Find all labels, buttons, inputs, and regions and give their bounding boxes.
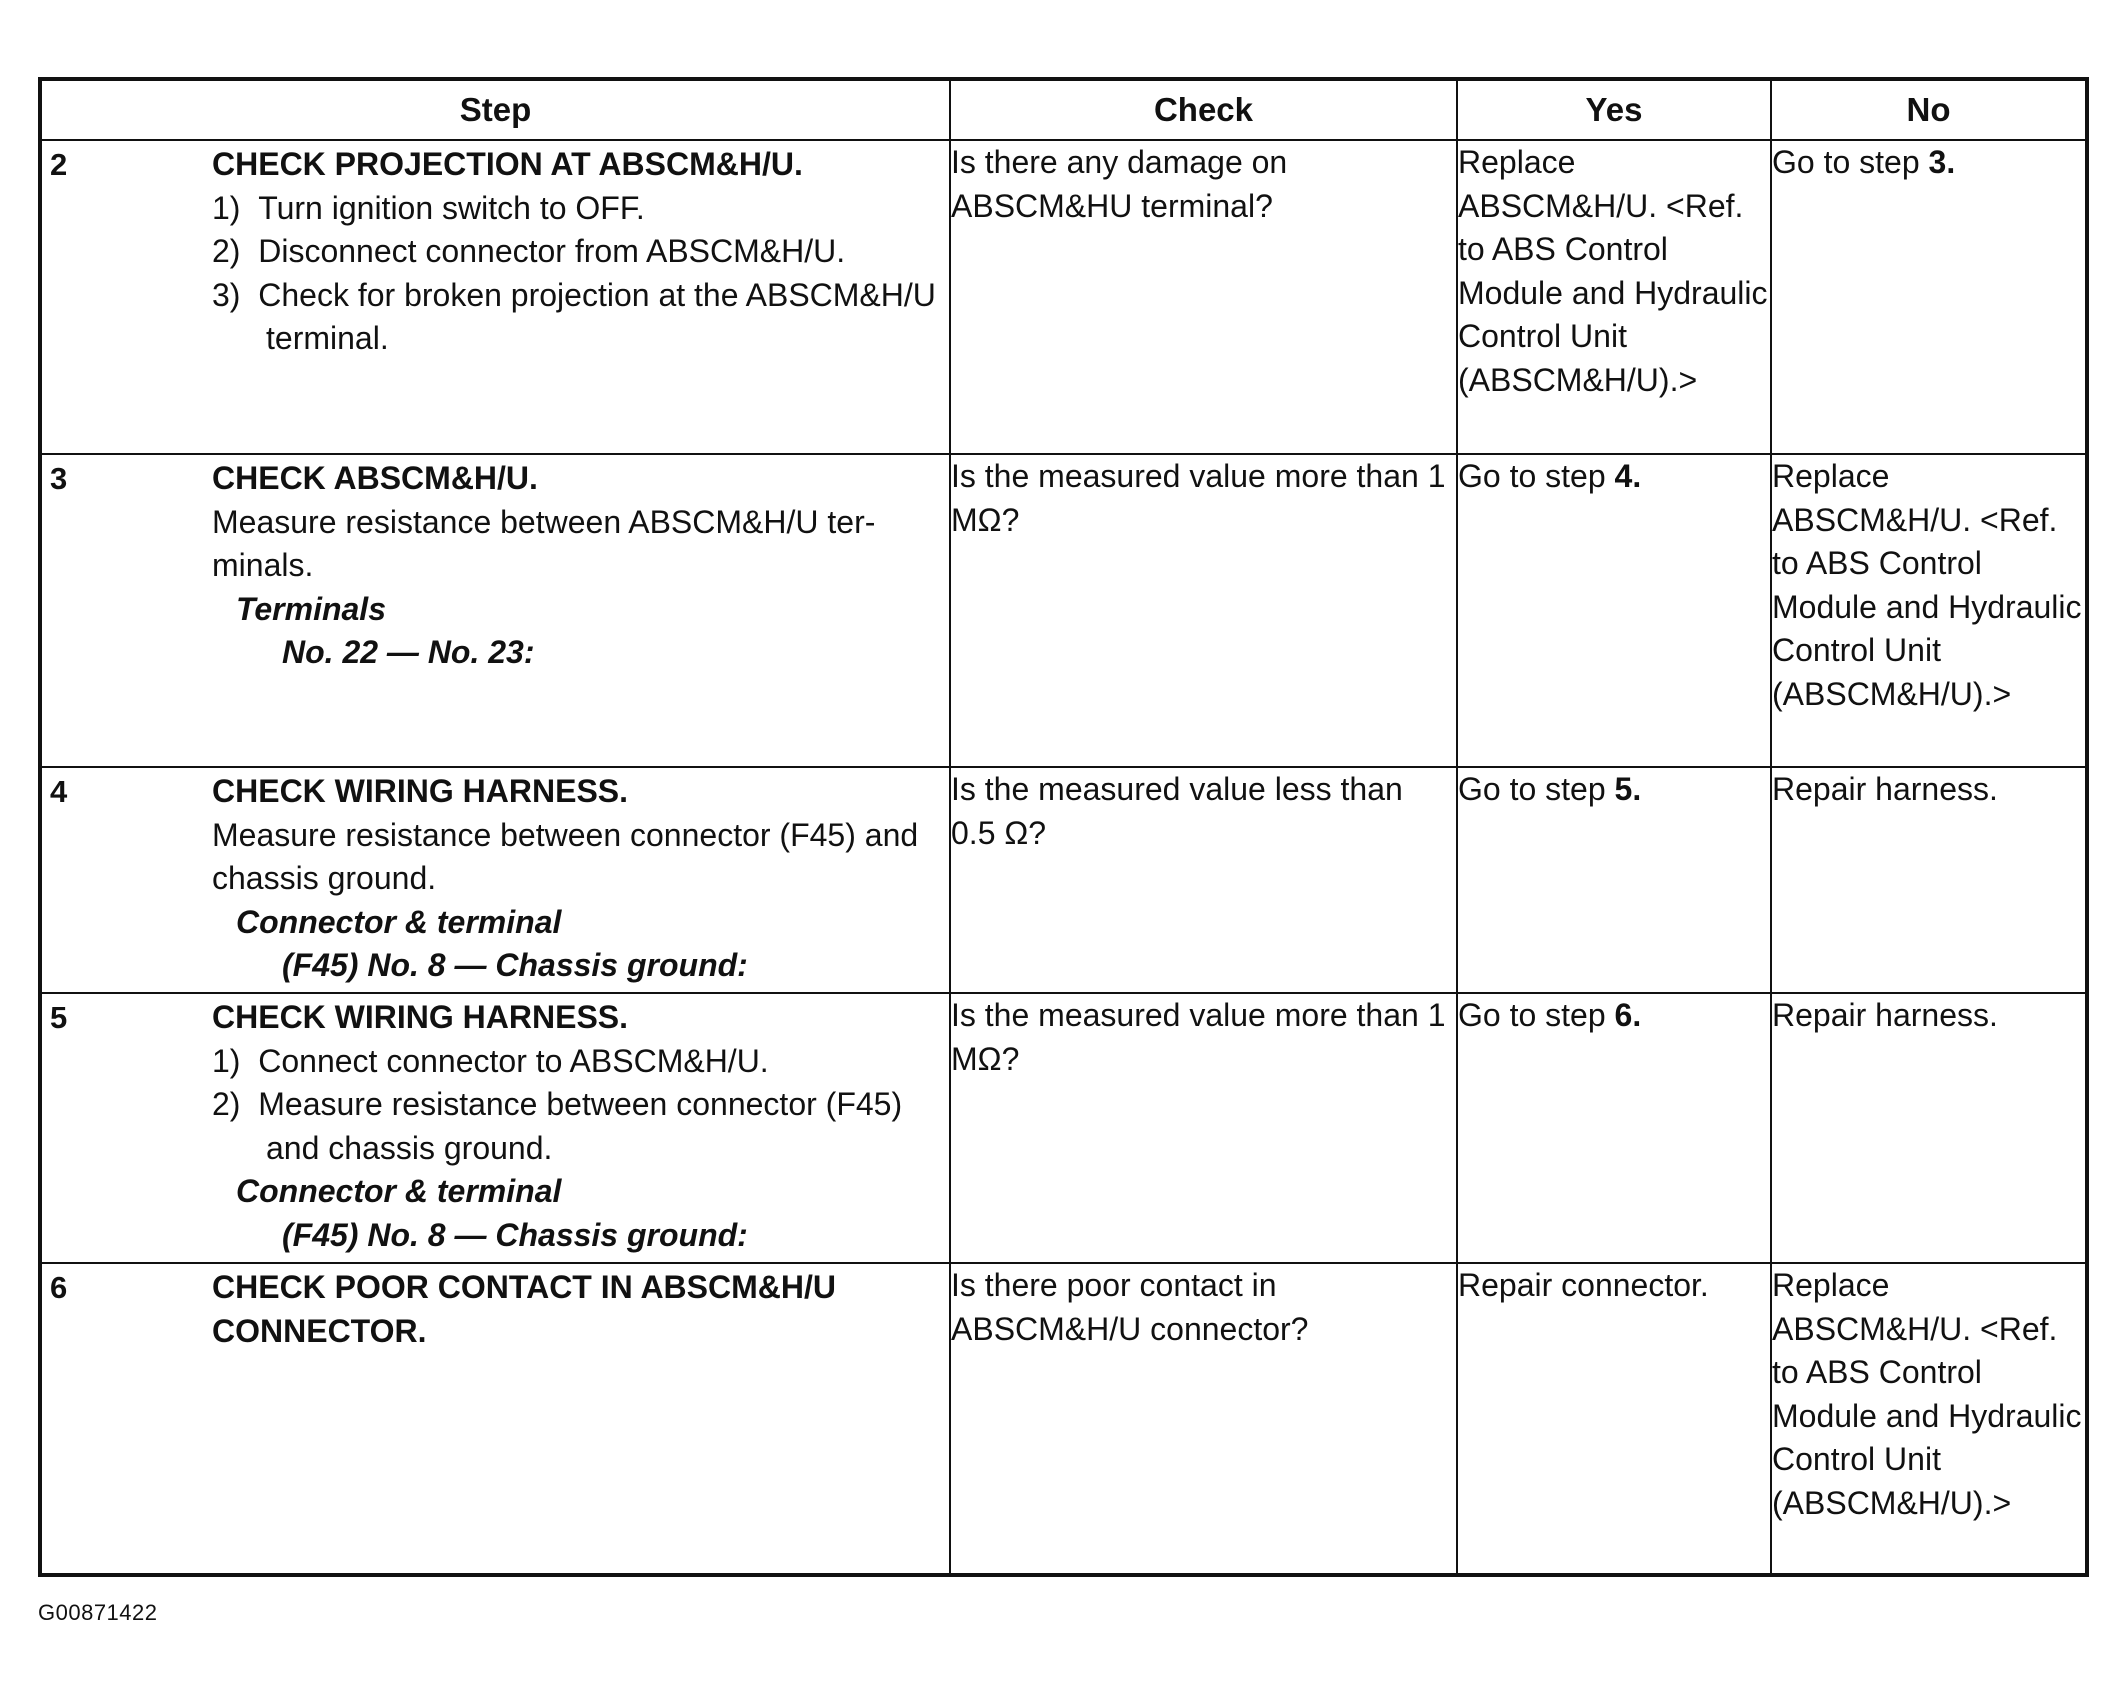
step-title: CHECK WIRING HARNESS. bbox=[212, 999, 629, 1035]
step-title: CHECK POOR CONTACT IN ABSCM&H/U CONNECTOR. bbox=[212, 1269, 836, 1349]
goto-step-number: 5. bbox=[1614, 771, 1642, 807]
table-row bbox=[40, 1263, 2087, 1575]
check-cell: Is the measured value more than 1 MΩ? bbox=[950, 454, 1457, 767]
goto-step-number: 6. bbox=[1614, 997, 1642, 1033]
spec-label: Connector & terminal bbox=[236, 1173, 562, 1209]
table-header-row bbox=[40, 79, 2087, 140]
no-cell: Repair harness. bbox=[1771, 767, 2087, 993]
step-cell bbox=[40, 454, 950, 767]
goto-step-number: 4. bbox=[1614, 458, 1642, 494]
no-cell: Replace ABSCM&H/U. <Ref. to ABS Control Module and Hydraulic Control Unit (ABSCM&H/U).> bbox=[1771, 1263, 2087, 1575]
yes-cell: Go to step 6. bbox=[1457, 993, 1771, 1263]
step-cell bbox=[40, 767, 950, 993]
header-check: Check bbox=[950, 79, 1457, 140]
no-cell: Go to step 3. bbox=[1771, 140, 2087, 454]
step-description: Measure resistance between connector (F45) and chassis ground. bbox=[212, 816, 919, 896]
step-number: 2 bbox=[50, 147, 68, 182]
step-title: CHECK PROJECTION AT ABSCM&H/U. bbox=[212, 146, 803, 182]
step-number: 3 bbox=[50, 461, 68, 496]
check-cell: Is there any damage on ABSCM&HU terminal? bbox=[950, 140, 1457, 454]
check-cell: Is the measured value less than 0.5 Ω? bbox=[950, 767, 1457, 993]
step-number: 4 bbox=[50, 774, 68, 809]
no-cell: Replace ABSCM&H/U. <Ref. to ABS Control Module and Hydraulic Control Unit (ABSCM&H/U).> bbox=[1771, 454, 2087, 767]
check-cell: Is the measured value more than 1 MΩ? bbox=[950, 993, 1457, 1263]
instruction-item: 3) Check for broken projection at the ABSCM&H/U terminal. bbox=[212, 276, 936, 356]
step-title: CHECK WIRING HARNESS. bbox=[212, 773, 629, 809]
step-cell bbox=[40, 1263, 950, 1575]
check-cell: Is there poor contact in ABSCM&H/U connector? bbox=[950, 1263, 1457, 1575]
instruction-item: 2) Measure resistance between connector (F45) and chassis ground. bbox=[212, 1086, 903, 1166]
table-row bbox=[40, 140, 2087, 454]
spec-value: No. 22 — No. 23: bbox=[282, 634, 535, 670]
spec-label: Connector & terminal bbox=[236, 903, 562, 940]
step-description: Measure resistance between ABSCM&H/U ter-minals. bbox=[212, 503, 876, 583]
no-cell: Repair harness. bbox=[1771, 993, 2087, 1263]
table-row bbox=[40, 767, 2087, 993]
yes-cell: Replace ABSCM&H/U. <Ref. to ABS Control Module and Hydraulic Control Unit (ABSCM&H/U).> bbox=[1457, 140, 1771, 454]
instruction-item: 1) Connect connector to ABSCM&H/U. bbox=[212, 1042, 769, 1079]
yes-cell: Go to step 4. bbox=[1457, 454, 1771, 767]
header-step: Step bbox=[40, 79, 950, 140]
goto-step-number: 3. bbox=[1928, 144, 1956, 180]
spec-label: Terminals bbox=[236, 590, 386, 627]
spec-value: (F45) No. 8 — Chassis ground: bbox=[282, 1216, 748, 1253]
step-number: 6 bbox=[50, 1270, 68, 1305]
step-cell bbox=[40, 140, 950, 454]
step-title: CHECK ABSCM&H/U. bbox=[212, 460, 538, 496]
yes-cell: Repair connector. bbox=[1457, 1263, 1771, 1575]
step-cell bbox=[40, 993, 950, 1263]
spec-value: (F45) No. 8 — Chassis ground: bbox=[282, 947, 748, 983]
table-row bbox=[40, 454, 2087, 767]
header-yes: Yes bbox=[1457, 79, 1771, 140]
table-row bbox=[40, 993, 2087, 1263]
step-number: 5 bbox=[50, 1000, 68, 1035]
diagnostic-table bbox=[38, 77, 2089, 1577]
yes-cell: Go to step 5. bbox=[1457, 767, 1771, 993]
figure-id: G00871422 bbox=[38, 1600, 158, 1625]
header-no: No bbox=[1771, 79, 2087, 140]
instruction-item: 1) Turn ignition switch to OFF. bbox=[212, 189, 645, 226]
instruction-item: 2) Disconnect connector from ABSCM&H/U. bbox=[212, 233, 846, 269]
